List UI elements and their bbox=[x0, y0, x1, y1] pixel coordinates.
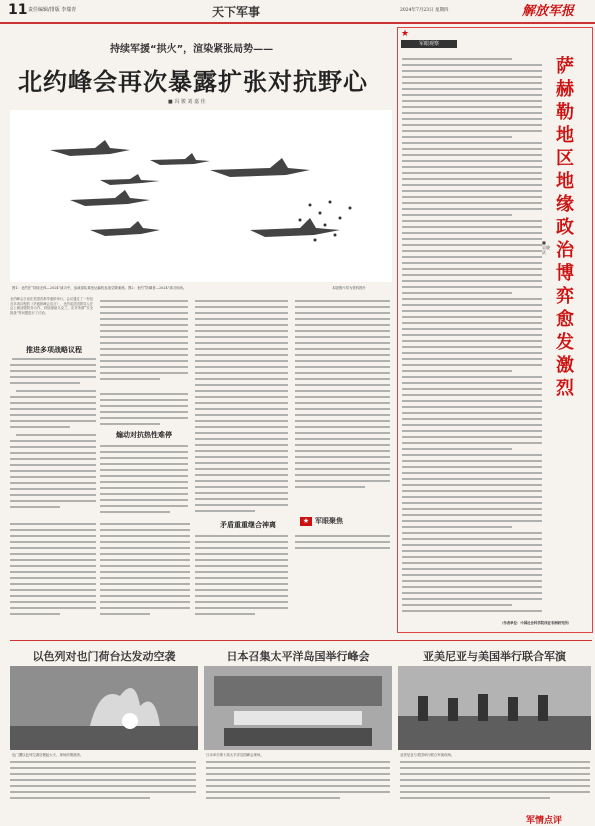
article-intro: 北约峰会日前在美国首都华盛顿举行。会议通过了一份包含多项议程的《华盛顿峰会宣言》，北约成员国领导人在会上就加强防务合作、持续援助乌克兰、应对所谓“安全挑战”等问题进行了讨论。 bbox=[10, 297, 93, 315]
commentary-author: ■ 吴晓武 bbox=[542, 240, 550, 255]
news-box-1-title: 以色列对也门荷台达发动空袭 bbox=[32, 650, 176, 663]
subhead-2: 煽动对抗热性难停 bbox=[116, 431, 172, 439]
aircraft-photo bbox=[10, 110, 392, 282]
news-box-2-title: 日本召集太平洋岛国举行峰会 bbox=[226, 650, 370, 663]
commentary-title: 萨赫勒地区地缘政治博弈愈发激烈 bbox=[556, 56, 574, 399]
article-column-1-2-lower bbox=[10, 520, 192, 620]
article-byline: ■ 冯 骏 刘 嘉 佳 bbox=[168, 99, 206, 105]
bottom-text-lines bbox=[10, 758, 592, 808]
article-lower-text bbox=[195, 532, 392, 622]
focus-label: 军眼聚焦 bbox=[315, 517, 343, 525]
focus-label-box bbox=[300, 517, 392, 526]
article-kicker: 持续军援“拱火”，渲染紧张局势—— bbox=[110, 44, 274, 55]
article-column-4-text bbox=[295, 297, 392, 497]
news-box-3-photo bbox=[398, 666, 591, 750]
commentary-source: （作者单位：中国社会科学院西亚非洲研究所） bbox=[500, 621, 572, 625]
article-headline: 北约峰会再次暴露扩张对抗野心 bbox=[18, 68, 368, 96]
section-title: 天下军事 bbox=[212, 5, 261, 19]
page-header bbox=[0, 0, 595, 22]
article-column-3-text bbox=[195, 297, 290, 517]
subhead-1: 推进多项战略议程 bbox=[26, 346, 82, 354]
commentary-text bbox=[402, 55, 547, 620]
photo-caption: 图1：北约在“持续无休—2024”演习中，参演部队乘坐运输机参加空降演练。图2：北约“防御者—2024”演习现场。 bbox=[12, 286, 187, 290]
bottom-rule bbox=[10, 640, 592, 641]
news-box-1-photo bbox=[10, 666, 198, 750]
news-box-3-title: 亚美尼亚与美国举行联合军演 bbox=[423, 650, 566, 663]
star-icon: ★ bbox=[401, 29, 410, 39]
news-box-1-caption: 也门遭以色列空袭后燃起大火，现场浓烟滚滚。 bbox=[12, 753, 84, 757]
commentary-label: 军眼观察 bbox=[401, 40, 457, 48]
article-column-1-text bbox=[10, 355, 98, 515]
article-column-2-upper bbox=[100, 297, 190, 387]
photo-credit: 本版图片均为资料图片 bbox=[332, 286, 366, 290]
aircraft-illustration bbox=[10, 110, 392, 282]
page-number: 11 bbox=[8, 2, 28, 18]
news-box-3-caption: 亚美尼亚与美国举行联合军演现场。 bbox=[400, 753, 455, 757]
article-column-2-lower bbox=[100, 390, 190, 520]
footer-brand: 军情点评 bbox=[526, 816, 563, 826]
issue-date: 2024年7月23日 星期四 bbox=[400, 8, 449, 13]
news-box-2-caption: 日本举办第十届太平洋岛国峰会现场。 bbox=[206, 753, 264, 757]
header-rule bbox=[0, 22, 595, 24]
star-icon: ★ bbox=[300, 517, 312, 526]
editor-credit: 责任编辑/排版 李瑞青 bbox=[28, 7, 77, 13]
masthead-logo: 解放军报 bbox=[522, 4, 575, 19]
news-box-2-photo bbox=[204, 666, 392, 750]
subhead-3: 矛盾重重继合神离 bbox=[220, 521, 276, 529]
